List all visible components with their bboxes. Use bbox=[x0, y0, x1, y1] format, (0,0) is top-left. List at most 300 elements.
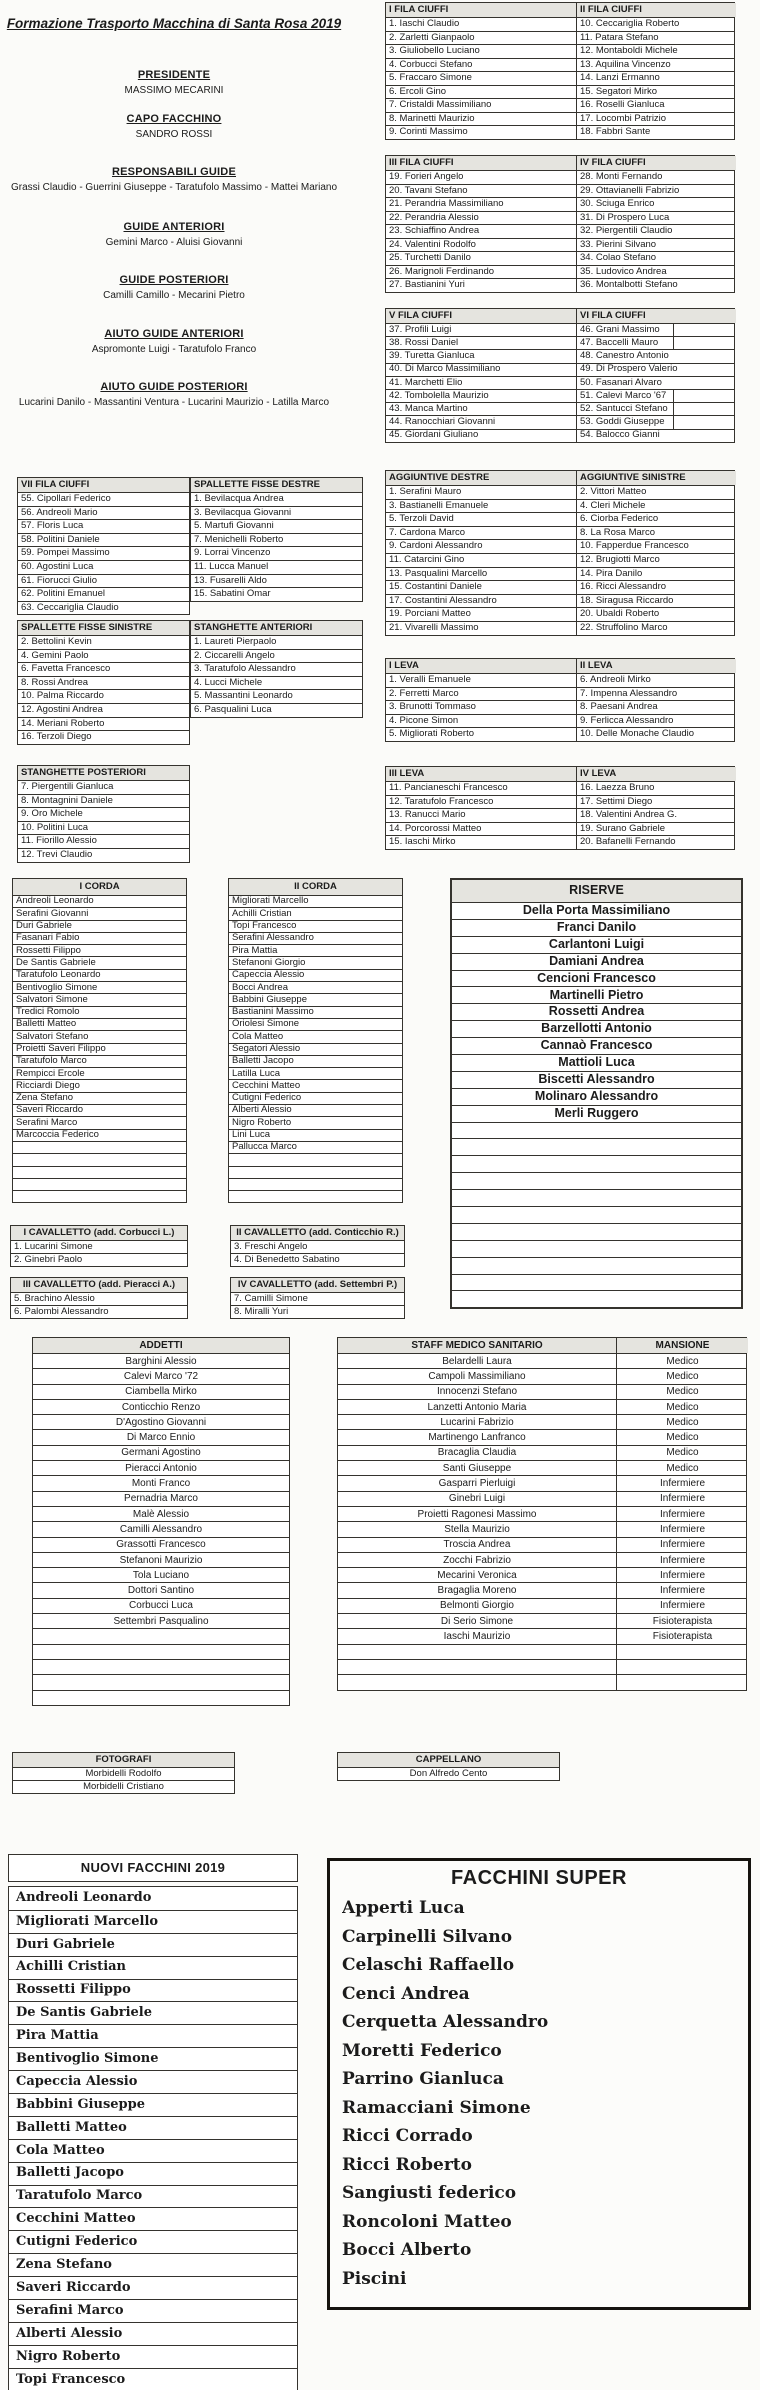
cavalletto-3-table bbox=[10, 1277, 188, 1319]
staff-medico-sanitario-cell: Medico bbox=[616, 1461, 748, 1475]
addetti-row bbox=[33, 1537, 289, 1552]
leva-1-2-table bbox=[385, 658, 735, 742]
nuovi-facchini-list-cell: Migliorati Marcello bbox=[16, 1913, 159, 1929]
fila-ciuffi-3-4-row bbox=[386, 197, 734, 211]
stanghette-posteriori-cell: 9. Oro Michele bbox=[21, 808, 83, 820]
addetti-cell: Tola Luciano bbox=[132, 1569, 190, 1581]
corda-1-row bbox=[13, 1067, 186, 1079]
riserve-row bbox=[452, 1155, 741, 1172]
fila-ciuffi-3-4-row bbox=[386, 224, 734, 238]
fila-ciuffi-5-6-cell: 43. Manca Martino bbox=[389, 403, 468, 414]
corda-2-row bbox=[229, 1104, 402, 1116]
riserve-row bbox=[452, 953, 741, 970]
riserve-row bbox=[452, 1037, 741, 1054]
cappellano-cell: Don Alfredo Cento bbox=[409, 1768, 488, 1779]
riserve-row bbox=[452, 970, 741, 987]
staff-medico-sanitario-cell: Bracaglia Claudia bbox=[437, 1447, 517, 1459]
riserve-cell bbox=[452, 1173, 741, 1189]
role-names: Aspromonte Luigi - Taratufolo Franco bbox=[91, 344, 257, 355]
staff-medico-sanitario-cell: Medico bbox=[616, 1354, 748, 1368]
nuovi-facchini-list-cell: Topi Francesco bbox=[16, 2371, 126, 2387]
stanghette-anteriori-cell: 4. Lucci Michele bbox=[194, 676, 263, 688]
corda-2-row bbox=[229, 1116, 402, 1128]
fila-ciuffi-1-2-cell: 4. Corbucci Stefano bbox=[389, 58, 473, 70]
staff-medico-sanitario-cell: Infermiere bbox=[616, 1492, 748, 1506]
fila-ciuffi-3-4-cell: 33. Pierini Silvano bbox=[576, 239, 736, 252]
addetti-row bbox=[33, 1353, 289, 1368]
corda-2-cell bbox=[229, 1179, 402, 1190]
riserve-cell: Damiani Andrea bbox=[549, 953, 644, 968]
aggiuntive-cell: 13. Pasqualini Marcello bbox=[389, 567, 488, 579]
addetti-cell: Grassotti Francesco bbox=[116, 1539, 206, 1551]
corda-2-row bbox=[229, 1141, 402, 1153]
nuovi-facchini-list-cell: Serafini Marco bbox=[16, 2302, 124, 2318]
leva-1-2-row bbox=[386, 727, 734, 741]
staff-medico-sanitario-cell: Medico bbox=[616, 1415, 748, 1429]
corda-1-cell: Duri Gabriele bbox=[16, 920, 72, 932]
staff-medico-sanitario-cell: Santi Giuseppe bbox=[442, 1462, 512, 1474]
aggiuntive-row bbox=[386, 621, 734, 635]
leva-1-2-cell: 10. Delle Monache Claudio bbox=[576, 728, 736, 741]
fila-ciuffi-3-4-cell: 24. Valentini Rodolfo bbox=[389, 238, 476, 250]
staff-medico-sanitario-row bbox=[338, 1567, 746, 1582]
stanghette-anteriori-row bbox=[191, 703, 362, 717]
riserve-row bbox=[452, 986, 741, 1003]
stanghette-posteriori-cell: 11. Fiorillo Alessio bbox=[21, 835, 97, 847]
stanghette-posteriori-row bbox=[18, 834, 189, 848]
stanghette-posteriori-cell: 12. Trevi Claudio bbox=[21, 849, 93, 861]
leva-3-4-cell: 17. Settimi Diego bbox=[576, 796, 736, 809]
fila-ciuffi-3-4-cell: 22. Perandria Alessio bbox=[389, 211, 479, 223]
staff-medico-sanitario-cell: Infermiere bbox=[616, 1553, 748, 1567]
stanghette-posteriori-row bbox=[18, 794, 189, 808]
stanghette-anteriori-cell: 3. Taratufolo Alessandro bbox=[194, 663, 296, 675]
aggiuntive-cell: 18. Siragusa Riccardo bbox=[576, 595, 736, 608]
stanghette-anteriori-row bbox=[191, 676, 362, 690]
role-guide-posteriori bbox=[0, 273, 348, 303]
stanghette-anteriori-table bbox=[190, 620, 363, 718]
cappellano-title: CAPPELLANO bbox=[338, 1753, 559, 1767]
aggiuntive-row bbox=[386, 539, 734, 553]
riserve-cell bbox=[452, 1241, 741, 1257]
addetti-cell bbox=[33, 1645, 289, 1659]
riserve-cell bbox=[452, 1207, 741, 1223]
nuovi-facchini-list-row bbox=[9, 2299, 297, 2322]
aggiuntive-cell: 19. Porciani Matteo bbox=[389, 608, 471, 620]
corda-1-cell: Salvatori Simone bbox=[16, 994, 88, 1005]
nuovi-facchini-list-row bbox=[9, 2253, 297, 2276]
addetti-row bbox=[33, 1552, 289, 1567]
leva-1-2-column-header: II LEVA bbox=[576, 659, 736, 673]
riserve-table bbox=[450, 878, 743, 1309]
corda-2-row bbox=[229, 956, 402, 968]
addetti-row bbox=[33, 1628, 289, 1643]
corda-1-row bbox=[13, 1018, 186, 1030]
nuovi-facchini-list-cell: Bentivoglio Simone bbox=[16, 2051, 159, 2067]
riserve-row bbox=[452, 1020, 741, 1037]
addetti-cell: Settembri Pasqualino bbox=[113, 1615, 209, 1627]
role-names: Lucarini Danilo - Massantini Ventura - Lucarini Maurizio - Latilla Marco bbox=[18, 397, 330, 408]
staff-medico-sanitario-row bbox=[338, 1429, 746, 1444]
riserve-title: RISERVE bbox=[452, 880, 741, 902]
spallette-fisse-destre-cell: 1. Bevilacqua Andrea bbox=[194, 493, 284, 505]
corda-2-row bbox=[229, 907, 402, 919]
fila-ciuffi-7-cell: 56. Andreoli Mario bbox=[21, 506, 98, 518]
corda-1-cell: Rempicci Ercole bbox=[16, 1068, 85, 1079]
stanghette-posteriori-row bbox=[18, 780, 189, 794]
staff-medico-sanitario-cell: Troscia Andrea bbox=[443, 1539, 511, 1551]
spallette-fisse-destre-row bbox=[191, 492, 362, 506]
cavalletto-1-title: I CAVALLETTO (add. Corbucci L.) bbox=[11, 1226, 187, 1240]
cavalletto-4-cell: 8. Miralli Yuri bbox=[234, 1306, 289, 1317]
nuovi-facchini-list-cell: Pira Mattia bbox=[16, 2028, 99, 2044]
corda-1-row bbox=[13, 1129, 186, 1141]
spallette-fisse-sinistre-row bbox=[18, 635, 189, 649]
fila-ciuffi-3-4-cell: 23. Schiaffino Andrea bbox=[389, 225, 480, 237]
leva-1-2-row bbox=[386, 700, 734, 714]
corda-1-cell bbox=[13, 1167, 186, 1178]
corda-2-row bbox=[229, 1006, 402, 1018]
staff-medico-sanitario-cell: Innocenzi Stefano bbox=[436, 1386, 518, 1398]
nuovi-facchini-header-title: NUOVI FACCHINI 2019 bbox=[80, 1859, 226, 1875]
riserve-row bbox=[452, 902, 741, 919]
corda-1-row bbox=[13, 1104, 186, 1116]
addetti-title: ADDETTI bbox=[33, 1338, 289, 1353]
staff-medico-sanitario-row bbox=[338, 1506, 746, 1521]
role-responsabili-guide bbox=[0, 165, 348, 195]
spallette-fisse-sinistre-cell: 8. Rossi Andrea bbox=[21, 676, 89, 688]
staff-medico-sanitario-cell: Di Serio Simone bbox=[440, 1615, 514, 1627]
fila-ciuffi-7-row bbox=[18, 533, 189, 547]
corda-2-cell: Migliorati Marcello bbox=[232, 896, 309, 907]
staff-medico-sanitario-cell bbox=[616, 1675, 748, 1689]
fila-ciuffi-7-cell: 58. Politini Daniele bbox=[21, 533, 100, 545]
aggiuntive-row bbox=[386, 485, 734, 499]
leva-1-2-cell: 2. Ferretti Marco bbox=[389, 687, 459, 699]
spallette-fisse-sinistre-table bbox=[17, 620, 190, 745]
riserve-cell bbox=[452, 1190, 741, 1206]
riserve-row bbox=[452, 1105, 741, 1122]
corda-2-cell: Cecchini Matteo bbox=[232, 1080, 301, 1091]
corda-1-table bbox=[12, 878, 187, 1203]
fila-ciuffi-3-4-cell: 20. Tavani Stefano bbox=[389, 184, 468, 196]
spallette-fisse-sinistre-row bbox=[18, 649, 189, 663]
spallette-fisse-sinistre-row bbox=[18, 703, 189, 717]
nuovi-facchini-list-row bbox=[9, 2024, 297, 2047]
fila-ciuffi-3-4-column-header: IV FILA CIUFFI bbox=[576, 156, 736, 170]
riserve-row bbox=[452, 919, 741, 936]
fila-ciuffi-5-6-cell: 42. Tombolella Maurizio bbox=[389, 389, 489, 401]
corda-2-cell: Bocci Andrea bbox=[232, 982, 288, 993]
role-names: Grassi Claudio - Guerrini Giuseppe - Taratufolo Massimo - Mattei Mariano bbox=[10, 182, 338, 193]
nuovi-facchini-list-cell: Balletti Jacopo bbox=[16, 2165, 124, 2181]
fila-ciuffi-7-cell: 59. Pompei Massimo bbox=[21, 547, 110, 559]
fila-ciuffi-5-6-row bbox=[386, 323, 734, 336]
fotografi-row bbox=[13, 1780, 234, 1793]
corda-2-cell: Nigro Roberto bbox=[232, 1117, 292, 1128]
corda-2-row bbox=[229, 1055, 402, 1067]
addetti-row bbox=[33, 1690, 289, 1705]
stanghette-posteriori-row bbox=[18, 807, 189, 821]
corda-1-row bbox=[13, 1030, 186, 1042]
staff-medico-sanitario-cell: Iaschi Maurizio bbox=[443, 1630, 511, 1642]
fila-ciuffi-5-6-row bbox=[386, 336, 734, 349]
addetti-row bbox=[33, 1475, 289, 1490]
riserve-cell: Cannaò Francesco bbox=[540, 1038, 653, 1053]
staff-medico-sanitario-cell: Ginebri Luigi bbox=[448, 1493, 506, 1505]
addetti-cell: Di Marco Ennio bbox=[126, 1432, 196, 1444]
riserve-row bbox=[452, 1274, 741, 1291]
fila-ciuffi-3-4-cell: 21. Perandria Massimiliano bbox=[389, 198, 504, 210]
riserve-row bbox=[452, 1206, 741, 1223]
fila-ciuffi-1-2-cell: 9. Corinti Massimo bbox=[389, 126, 468, 138]
corda-2-row bbox=[229, 895, 402, 907]
aggiuntive-cell: 14. Pira Danilo bbox=[576, 568, 736, 581]
stanghette-anteriori-row bbox=[191, 649, 362, 663]
addetti-row bbox=[33, 1460, 289, 1475]
leva-1-2-cell: 8. Paesani Andrea bbox=[576, 701, 736, 714]
nuovi-facchini-list-row bbox=[9, 2093, 297, 2116]
riserve-row bbox=[452, 936, 741, 953]
staff-medico-sanitario-cell: Medico bbox=[616, 1385, 748, 1399]
spallette-fisse-sinistre-row bbox=[18, 662, 189, 676]
fila-ciuffi-3-4-cell: 35. Ludovico Andrea bbox=[576, 266, 736, 279]
fila-ciuffi-5-6-cell: 47. Baccelli Mauro bbox=[576, 337, 736, 349]
addetti-cell: Pieracci Antonio bbox=[125, 1462, 197, 1474]
fila-ciuffi-1-2-row bbox=[386, 58, 734, 72]
fila-ciuffi-5-6-cell: 37. Profili Luigi bbox=[389, 324, 452, 335]
fila-ciuffi-1-2-cell: 5. Fraccaro Simone bbox=[389, 72, 472, 84]
addetti-row bbox=[33, 1613, 289, 1628]
leva-3-4-row bbox=[386, 835, 734, 849]
stanghette-anteriori-cell: 2. Ciccarelli Angelo bbox=[194, 649, 275, 661]
nuovi-facchini-list-cell: Nigro Roberto bbox=[16, 2348, 121, 2364]
riserve-row bbox=[452, 1003, 741, 1020]
fila-ciuffi-1-2-cell: 17. Locombi Patrizio bbox=[576, 113, 736, 126]
corda-2-row bbox=[229, 993, 402, 1005]
fila-ciuffi-3-4-row bbox=[386, 251, 734, 265]
staff-medico-sanitario-row bbox=[338, 1368, 746, 1383]
leva-3-4-row bbox=[386, 781, 734, 795]
staff-medico-sanitario-row bbox=[338, 1582, 746, 1597]
fila-ciuffi-1-2-row bbox=[386, 71, 734, 85]
corda-2-row bbox=[229, 1092, 402, 1104]
staff-medico-sanitario-cell: Proietti Ragonesi Massimo bbox=[417, 1508, 537, 1520]
addetti-cell bbox=[33, 1675, 289, 1689]
addetti-cell: Conticchio Renzo bbox=[121, 1401, 201, 1413]
riserve-row bbox=[452, 1189, 741, 1206]
role-aiuto-guide-anteriori bbox=[0, 327, 348, 357]
nuovi-facchini-list-cell: Capeccia Alessio bbox=[16, 2073, 138, 2089]
spallette-fisse-destre-cell: 5. Martufi Giovanni bbox=[194, 520, 274, 532]
corda-1-cell: Andreoli Leonardo bbox=[16, 896, 94, 907]
fila-ciuffi-5-6-cell: 53. Goddi Giuseppe bbox=[576, 416, 736, 428]
nuovi-facchini-list-row bbox=[9, 1933, 297, 1956]
fila-ciuffi-7-column-header: VII FILA CIUFFI bbox=[18, 478, 189, 492]
corda-1-cell: Fasanari Fabio bbox=[16, 932, 80, 944]
fila-ciuffi-3-4-cell: 26. Marignoli Ferdinando bbox=[389, 265, 495, 277]
cappellano-row bbox=[338, 1767, 559, 1780]
staff-medico-sanitario-row bbox=[338, 1445, 746, 1460]
addetti-cell: Calevi Marco '72 bbox=[123, 1370, 199, 1382]
role-guide-anteriori bbox=[0, 220, 348, 250]
staff-medico-sanitario-cell: Infermiere bbox=[616, 1538, 748, 1552]
fila-ciuffi-3-4-row bbox=[386, 265, 734, 279]
fila-ciuffi-1-2-row bbox=[386, 44, 734, 58]
fila-ciuffi-5-6-row bbox=[386, 376, 734, 389]
corda-2-row bbox=[229, 1018, 402, 1030]
riserve-row bbox=[452, 1138, 741, 1155]
leva-3-4-column-header: III LEVA bbox=[386, 767, 576, 781]
corda-2-cell bbox=[229, 1167, 402, 1178]
spallette-fisse-sinistre-cell: 6. Favetta Francesco bbox=[21, 663, 111, 675]
corda-1-cell: Saveri Riccardo bbox=[16, 1105, 84, 1116]
corda-2-row bbox=[229, 1153, 402, 1165]
leva-1-2-cell: 9. Ferlicca Alessandro bbox=[576, 715, 736, 728]
facchini-super-name: Roncoloni Matteo bbox=[342, 2211, 512, 2232]
fila-ciuffi-5-6-cell: 38. Rossi Daniel bbox=[389, 337, 459, 349]
staff-medico-sanitario-cell: Fisioterapista bbox=[616, 1614, 748, 1628]
corda-2-cell: Cola Matteo bbox=[232, 1031, 284, 1042]
staff-medico-sanitario-cell: Stella Maurizio bbox=[444, 1523, 510, 1535]
corda-2-cell: Bastianini Massimo bbox=[232, 1006, 314, 1018]
stanghette-anteriori-cell: 5. Massantini Leonardo bbox=[194, 690, 293, 702]
addetti-row bbox=[33, 1429, 289, 1444]
staff-medico-sanitario-cell bbox=[616, 1660, 748, 1674]
fila-ciuffi-3-4-row bbox=[386, 238, 734, 252]
addetti-row bbox=[33, 1598, 289, 1613]
role-label: GUIDE POSTERIORI bbox=[119, 274, 229, 286]
facchini-super-list bbox=[342, 1894, 748, 2293]
fila-ciuffi-5-6-cell: 40. Di Marco Massimiliano bbox=[389, 363, 501, 375]
corda-1-row bbox=[13, 907, 186, 919]
fila-ciuffi-5-6-column-header: VI FILA CIUFFI bbox=[576, 309, 736, 323]
fila-ciuffi-5-6-cell: 41. Marchetti Elio bbox=[389, 376, 463, 388]
role-label: GUIDE ANTERIORI bbox=[123, 221, 225, 233]
addetti-row bbox=[33, 1491, 289, 1506]
riserve-cell bbox=[452, 1156, 741, 1172]
cavalletto-3-row bbox=[11, 1305, 187, 1318]
cavalletto-3-title: III CAVALLETTO (add. Pieracci A.) bbox=[11, 1278, 187, 1292]
fila-ciuffi-7-row bbox=[18, 506, 189, 520]
leva-1-2-row bbox=[386, 687, 734, 701]
facchini-super-name: Sangiusti federico bbox=[342, 2183, 517, 2204]
fila-ciuffi-3-4-cell: 34. Colao Stefano bbox=[576, 252, 736, 265]
staff-medico-sanitario-row bbox=[338, 1644, 746, 1659]
leva-3-4-cell: 14. Porcorossi Matteo bbox=[389, 822, 482, 834]
spallette-fisse-destre-row bbox=[191, 546, 362, 560]
spallette-fisse-destre-column-header: SPALLETTE FISSE DESTRE bbox=[191, 478, 362, 492]
aggiuntive-cell: 15. Costantini Daniele bbox=[389, 581, 482, 593]
nuovi-facchini-list-cell: De Santis Gabriele bbox=[16, 2005, 153, 2021]
addetti-row bbox=[33, 1384, 289, 1399]
staff-medico-sanitario-cell bbox=[616, 1645, 748, 1659]
stanghette-anteriori-row bbox=[191, 635, 362, 649]
fila-ciuffi-1-2-table bbox=[385, 2, 735, 140]
fila-ciuffi-3-4-row bbox=[386, 211, 734, 225]
stanghette-posteriori-cell: 10. Politini Luca bbox=[21, 821, 89, 833]
facchini-super-name: Piscini bbox=[342, 2268, 407, 2289]
staff-medico-sanitario-cell: Belmonti Giorgio bbox=[440, 1600, 514, 1612]
spallette-fisse-destre-row bbox=[191, 574, 362, 588]
addetti-cell: Camilli Alessandro bbox=[119, 1523, 203, 1535]
aggiuntive-cell: 12. Brugiotti Marco bbox=[576, 554, 736, 567]
staff-medico-sanitario-cell: Lucarini Fabrizio bbox=[440, 1416, 514, 1428]
aggiuntive-table bbox=[385, 470, 735, 636]
facchini-super-table bbox=[327, 1858, 751, 2310]
spallette-fisse-destre-cell: 13. Fusarelli Aldo bbox=[194, 574, 267, 586]
corda-1-cell bbox=[13, 1179, 186, 1190]
staff-medico-sanitario-row bbox=[338, 1460, 746, 1475]
nuovi-facchini-list-row bbox=[9, 1910, 297, 1933]
facchini-super-name: Ricci Corrado bbox=[342, 2126, 473, 2147]
nuovi-facchini-list-cell: Cutigni Federico bbox=[16, 2234, 138, 2250]
fila-ciuffi-5-6-cell: 52. Santucci Stefano bbox=[576, 403, 736, 415]
leva-1-2-row bbox=[386, 714, 734, 728]
fila-ciuffi-3-4-cell: 27. Bastianini Yuri bbox=[389, 279, 465, 291]
fila-ciuffi-3-4-cell: 32. Piergentili Claudio bbox=[576, 225, 736, 238]
cavalletto-4-title: IV CAVALLETTO (add. Settembri P.) bbox=[231, 1278, 404, 1292]
corda-1-cell: Balletti Matteo bbox=[16, 1018, 77, 1030]
corda-1-title: I CORDA bbox=[13, 879, 186, 895]
fila-ciuffi-7-table bbox=[17, 477, 190, 615]
spallette-fisse-sinistre-row bbox=[18, 730, 189, 744]
fila-ciuffi-7-row bbox=[18, 519, 189, 533]
addetti-row bbox=[33, 1414, 289, 1429]
staff-medico-sanitario-cell bbox=[338, 1675, 616, 1689]
corda-2-cell: Lini Luca bbox=[232, 1129, 271, 1141]
fila-ciuffi-5-6-cell: 48. Canestro Antonio bbox=[576, 350, 736, 362]
cavalletto-3-row bbox=[11, 1292, 187, 1305]
corda-1-cell bbox=[13, 1142, 186, 1153]
cavalletto-1-row bbox=[11, 1240, 187, 1253]
stanghette-posteriori-cell: 7. Piergentili Gianluca bbox=[21, 781, 114, 793]
staff-medico-sanitario-table bbox=[337, 1337, 747, 1691]
spallette-fisse-destre-cell: 15. Sabatini Omar bbox=[194, 588, 271, 600]
fila-ciuffi-7-cell: 55. Cipollari Federico bbox=[21, 493, 111, 505]
facchini-super-name: Parrino Gianluca bbox=[342, 2069, 504, 2090]
leva-1-2-cell: 4. Picone Simon bbox=[389, 714, 459, 726]
fila-ciuffi-3-4-cell: 25. Turchetti Danilo bbox=[389, 252, 471, 264]
fila-ciuffi-1-2-cell: 10. Ceccariglia Roberto bbox=[576, 18, 736, 31]
fila-ciuffi-5-6-row bbox=[386, 415, 734, 428]
aggiuntive-cell: 9. Cardoni Alessandro bbox=[389, 540, 483, 552]
fila-ciuffi-5-6-row bbox=[386, 389, 734, 402]
fila-ciuffi-3-4-cell: 28. Monti Fernando bbox=[576, 171, 736, 184]
corda-1-row bbox=[13, 1178, 186, 1190]
staff-medico-sanitario-cell: Infermiere bbox=[616, 1476, 748, 1490]
staff-medico-sanitario-row bbox=[338, 1491, 746, 1506]
fila-ciuffi-5-6-cell: 39. Turetta Gianluca bbox=[389, 350, 475, 362]
corda-1-row bbox=[13, 895, 186, 907]
facchini-super-name: Ramacciani Simone bbox=[342, 2097, 531, 2118]
staff-medico-sanitario-row bbox=[338, 1399, 746, 1414]
cavalletto-2-table bbox=[230, 1225, 405, 1267]
corda-1-cell: Salvatori Stefano bbox=[16, 1031, 89, 1042]
corda-2-row bbox=[229, 1190, 402, 1202]
cappellano-table bbox=[337, 1752, 560, 1781]
leva-3-4-cell: 20. Bafanelli Fernando bbox=[576, 836, 736, 849]
cavalletto-4-row bbox=[231, 1292, 404, 1305]
spallette-fisse-sinistre-cell: 2. Bettolini Kevin bbox=[21, 636, 92, 648]
staff-medico-sanitario-cell: Mecarini Veronica bbox=[437, 1569, 517, 1581]
addetti-cell: Dottori Santino bbox=[127, 1585, 195, 1597]
corda-2-row bbox=[229, 981, 402, 993]
corda-1-row bbox=[13, 1043, 186, 1055]
staff-medico-sanitario-cell: Gasparri Pierluigi bbox=[438, 1478, 516, 1490]
staff-medico-sanitario-cell: Zocchi Fabrizio bbox=[443, 1554, 511, 1566]
corda-2-cell: Pira Mattia bbox=[232, 945, 278, 956]
